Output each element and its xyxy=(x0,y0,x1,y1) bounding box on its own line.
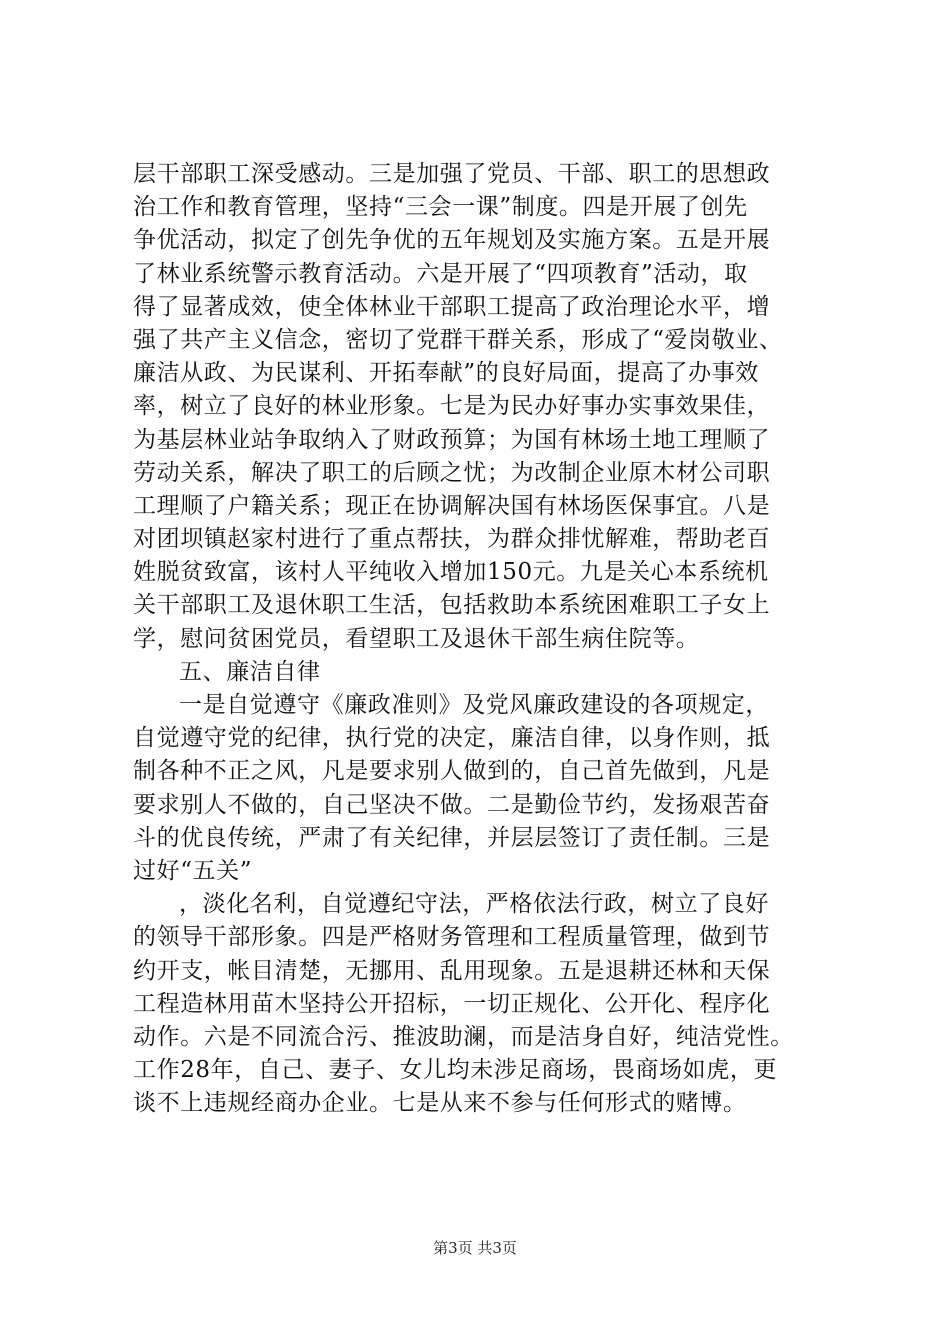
text-line: 学，慰问贫困党员，看望职工及退休干部生病住院等。 xyxy=(133,625,700,652)
text-line: 争优活动，拟定了创先争优的五年规划及实施方案。五是开展 xyxy=(133,227,771,254)
text-line: 谈不上违规经商办企业。七是从来不参与任何形式的赌博。 xyxy=(133,1090,747,1117)
text-line: 对团坝镇赵家村进行了重点帮扶，为群众排忧解难，帮助老百 xyxy=(133,526,771,553)
text-line: 关干部职工及退休职工生活，包括救助本系统困难职工子女上 xyxy=(133,592,771,619)
page-footer xyxy=(0,1238,950,1258)
text-line: 廉洁从政、为民谋利、开拓奉献”的良好局面，提高了办事效 xyxy=(133,360,759,387)
text-line: 制各种不正之风，凡是要求别人做到的，自己首先做到，凡是 xyxy=(133,758,771,785)
text-line: 工理顺了户籍关系；现正在协调解决国有林场医保事宜。八是 xyxy=(133,492,771,519)
text-line: 动作。六是不同流合污、推波助澜，而是洁身自好，纯洁党性。 xyxy=(133,1023,794,1050)
text-line: 为基层林业站争取纳入了财政预算；为国有林场土地工理顺了 xyxy=(133,426,771,453)
text-line: 层干部职工深受感动。三是加强了党员、干部、职工的思想政 xyxy=(133,161,771,187)
text-line: 姓脱贫致富，该村人平纯收入增加150元。九是关心本系统机 xyxy=(133,559,769,586)
text-line: 自觉遵守党的纪律，执行党的决定，廉洁自律，以身作则，抵 xyxy=(133,725,771,752)
text-line: 的领导干部形象。四是严格财务管理和工程质量管理，做到节 xyxy=(133,924,771,951)
document-body xyxy=(133,158,833,1120)
paragraph-first-line: ，淡化名利，自觉遵纪守法，严格依法行政，树立了良好 xyxy=(179,891,769,918)
text-line: 工作28年，自己、妻子、女儿均未涉足商场，畏商场如虎，更 xyxy=(133,1057,778,1084)
text-line: 了林业系统警示教育活动。六是开展了“四项教育”活动，取 xyxy=(133,260,748,287)
text-line: 斗的优良传统，严肃了有关纪律，并层层签订了责任制。三是 xyxy=(133,824,771,851)
text-line: 强了共产主义信念，密切了党群干群关系，形成了“爱岗敬业、 xyxy=(133,326,783,353)
text-line: 要求别人不做的，自己坚决不做。二是勤俭节约，发扬艰苦奋 xyxy=(133,791,771,818)
text-line: 治工作和教育管理，坚持“三会一课”制度。四是开展了创先 xyxy=(133,194,748,221)
text-line: 工程造林用苗木坚持公开招标，一切正规化、公开化、程序化 xyxy=(133,990,771,1017)
text-line: 过好“五关” xyxy=(133,857,253,884)
text-line: 约开支，帐目清楚，无挪用、乱用现象。五是退耕还林和天保 xyxy=(133,957,771,984)
page-number-label: 第3页 共3页 xyxy=(433,1239,517,1257)
text-line: 劳动关系，解决了职工的后顾之忧；为改制企业原木材公司职 xyxy=(133,459,771,486)
paragraph-first-line: 一是自觉遵守《廉政准则》及党风廉政建设的各项规定， xyxy=(179,692,769,718)
text-line: 得了显著成效，使全体林业干部职工提高了政治理论水平，增 xyxy=(133,293,771,320)
text-line: 率，树立了良好的林业形象。七是为民办好事办实事效果佳， xyxy=(133,393,771,420)
section-heading: 五、廉洁自律 xyxy=(179,658,321,685)
